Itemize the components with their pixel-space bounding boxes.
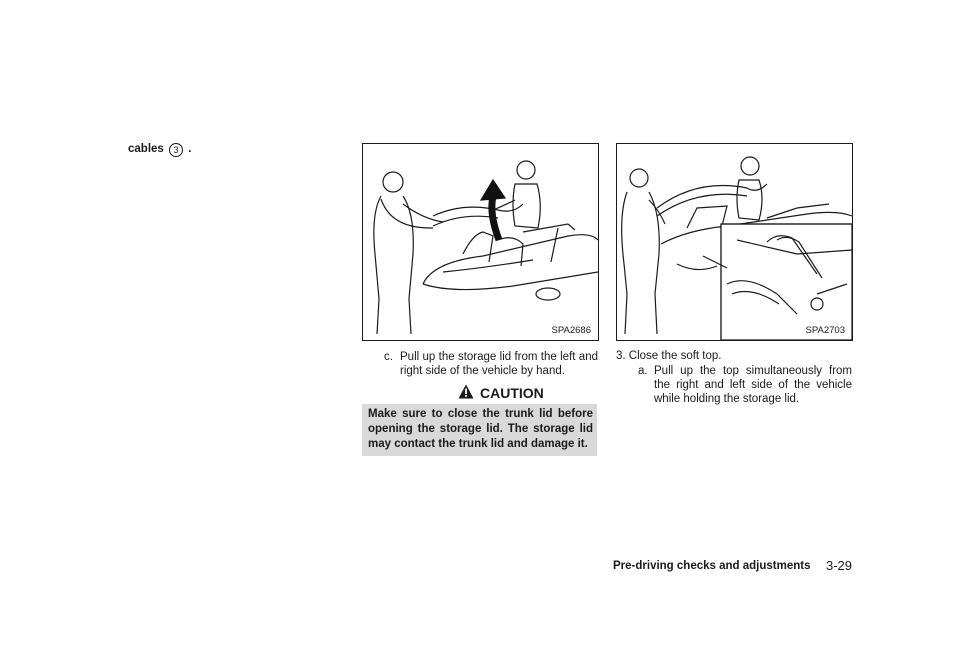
figure-storage-lid	[362, 143, 599, 341]
step-c-label: c.	[384, 351, 393, 363]
figure-code: SPA2703	[805, 325, 845, 336]
storage-lid-illustration	[363, 144, 598, 340]
step-a	[638, 364, 852, 406]
caution-body: Make sure to close the trunk lid before opening the storage lid. The storage lid may contact the trunk lid and damage it.	[362, 404, 597, 456]
cables-callout-line	[128, 143, 191, 157]
trailing-period: .	[188, 143, 192, 155]
caution-header	[362, 378, 597, 404]
figure-close-soft-top	[616, 143, 853, 341]
step-c-text: Pull up the storage lid from the left and right side of the vehicle by hand.	[400, 351, 598, 377]
caution-title: CAUTION	[480, 385, 544, 401]
callout-number-badge: 3	[169, 143, 183, 157]
figure-code: SPA2686	[551, 325, 591, 336]
close-soft-top-illustration	[617, 144, 852, 340]
footer-section-title: Pre-driving checks and adjustments	[613, 560, 811, 572]
step-c	[384, 350, 598, 378]
footer-page-number: 3-29	[826, 558, 853, 573]
step-3: 3. Close the soft top.	[616, 350, 722, 362]
step-a-label: a.	[638, 365, 648, 377]
warning-triangle-icon	[458, 384, 474, 399]
step-a-text: Pull up the top simultaneously from the right and left side of the vehicle while holding the storage lid.	[654, 365, 852, 405]
cables-text: cables	[128, 143, 164, 155]
